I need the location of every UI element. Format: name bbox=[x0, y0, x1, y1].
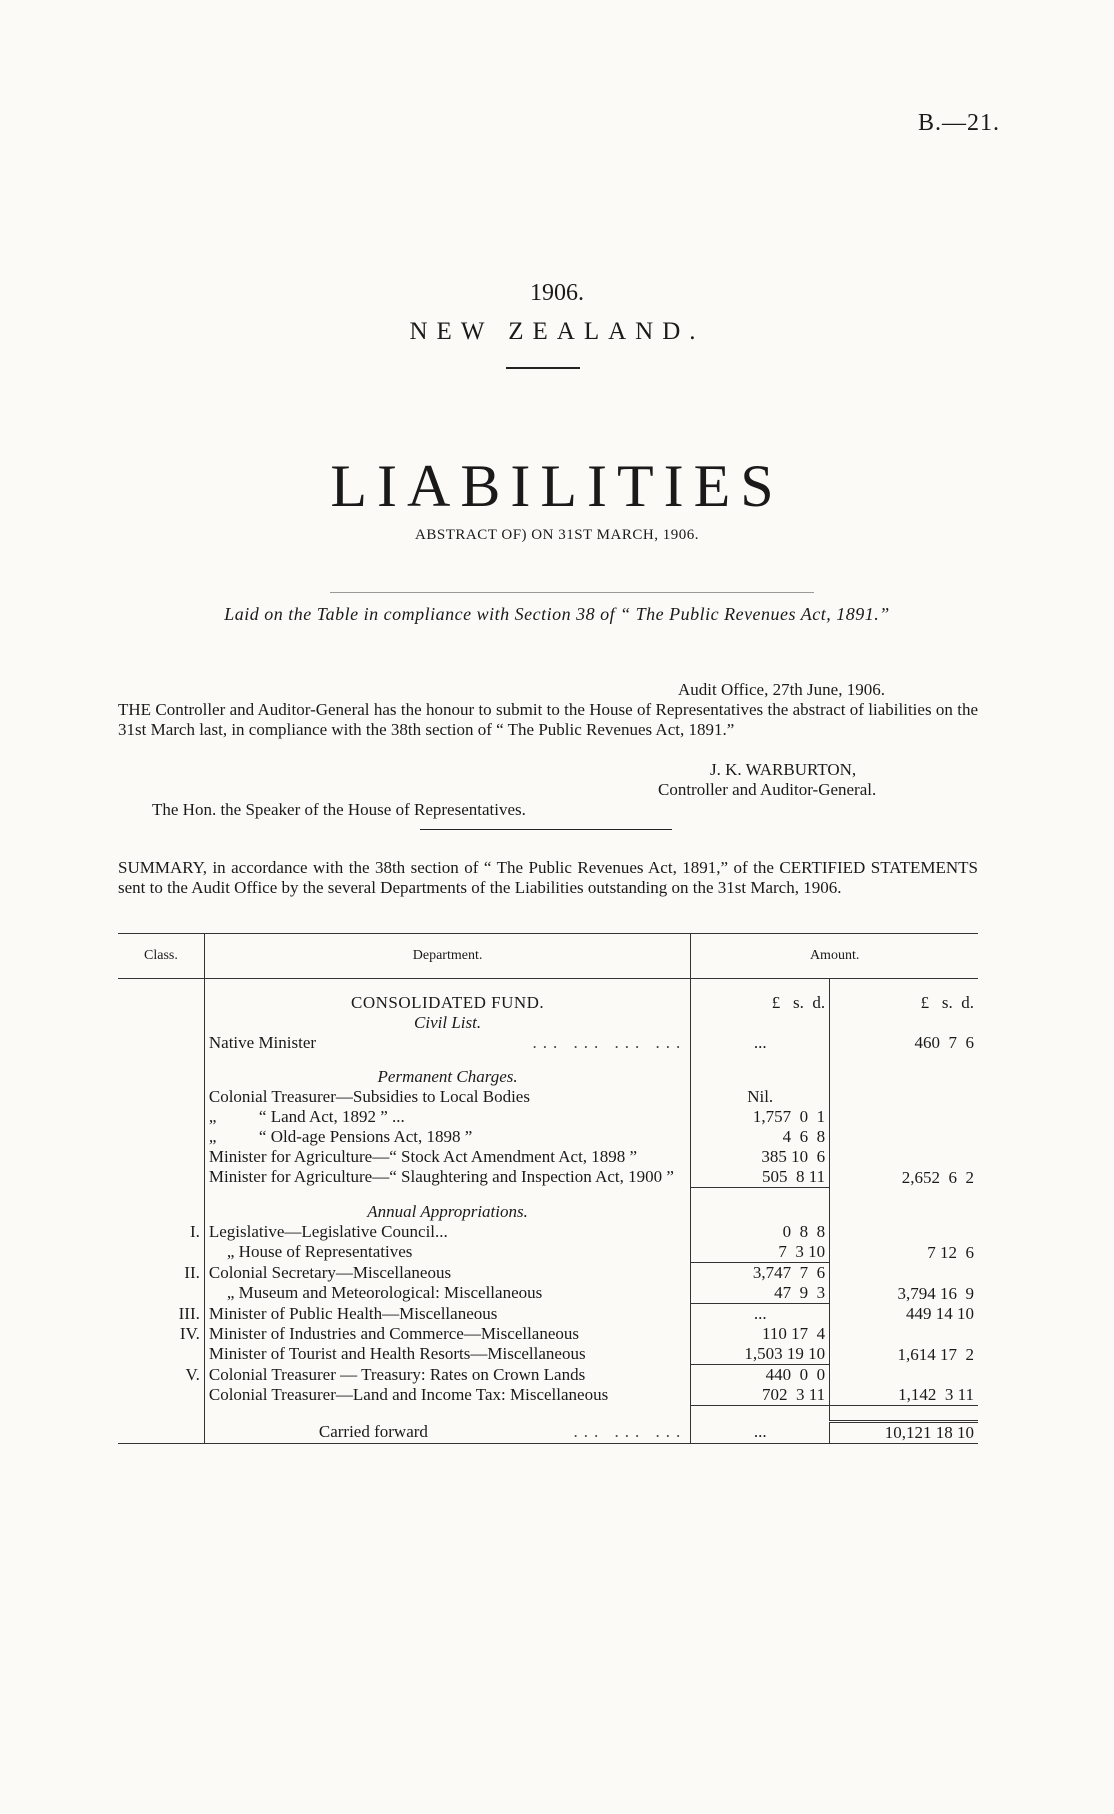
sub-amount: 47 9 3 bbox=[691, 1283, 830, 1304]
total-amount: 460 7 6 bbox=[914, 1033, 974, 1052]
letter-rule bbox=[420, 829, 672, 830]
class-number bbox=[118, 1344, 204, 1365]
table-row bbox=[118, 1385, 978, 1406]
table-row bbox=[118, 1365, 978, 1386]
department-name: „ “ Old-age Pensions Act, 1898 ” bbox=[204, 1127, 690, 1147]
department-name: Minister for Agriculture—“ Slaughtering and Inspection Act, 1900 ” bbox=[204, 1167, 690, 1188]
summary-paragraph: SUMMARY, in accordance with the 38th section of “ The Public Revenues Act, 1891,” of the CERTIFIED STATEMENTS sent to the Audit Office by the several Departments of the Liabilities outstanding on the 31st March, 1906. bbox=[118, 858, 978, 897]
class-number bbox=[118, 1283, 204, 1304]
department-name: Minister of Tourist and Health Resorts—Miscellaneous bbox=[204, 1344, 690, 1365]
department-name: Colonial Treasurer—Subsidies to Local Bodies bbox=[204, 1087, 690, 1107]
department-name: Minister of Industries and Commerce—Miscellaneous bbox=[204, 1324, 690, 1344]
col-amount-header: Amount. bbox=[691, 934, 978, 979]
carried-sub-amount: ... bbox=[691, 1422, 830, 1444]
carried-forward-label: Carried forward bbox=[318, 1421, 428, 1441]
letter-signatory: J. K. WARBURTON, bbox=[710, 760, 857, 779]
class-number: V. bbox=[118, 1365, 204, 1386]
sub-amount: 1,503 19 10 bbox=[691, 1344, 830, 1365]
sub-amount: 702 3 11 bbox=[691, 1385, 830, 1406]
document-year: 1906. bbox=[530, 280, 584, 306]
carried-total-amount: 10,121 18 10 bbox=[830, 1422, 978, 1444]
department-name: Native Minister bbox=[208, 1033, 317, 1052]
page-subtitle: ABSTRACT OF) ON 31ST MARCH, 1906. bbox=[415, 527, 699, 543]
sub-amount: ... bbox=[691, 1304, 830, 1325]
class-number bbox=[118, 1385, 204, 1406]
table-row bbox=[118, 1263, 978, 1284]
table-row bbox=[118, 1167, 978, 1188]
table-row bbox=[118, 1127, 978, 1147]
total-amount: 1,142 3 11 bbox=[830, 1385, 978, 1406]
letter-addressee: The Hon. the Speaker of the House of Representatives. bbox=[152, 800, 526, 819]
table-row bbox=[118, 1304, 978, 1325]
letter-signatory-title: Controller and Auditor-General. bbox=[658, 780, 877, 799]
total-amount: 1,614 17 2 bbox=[897, 1344, 974, 1364]
table-row bbox=[118, 1222, 978, 1242]
col-class-header: Class. bbox=[118, 934, 204, 979]
department-name: Colonial Secretary—Miscellaneous bbox=[204, 1263, 690, 1284]
department-name: Minister of Public Health—Miscellaneous bbox=[204, 1304, 690, 1325]
sub-amount: 385 10 6 bbox=[691, 1147, 830, 1167]
department-name: Legislative—Legislative Council... bbox=[204, 1222, 690, 1242]
currency-heading-1 bbox=[691, 993, 830, 1013]
department-name: Colonial Treasurer — Treasury: Rates on Crown Lands bbox=[204, 1365, 690, 1386]
letter-body: THE Controller and Auditor-General has the honour to submit to the House of Representatives the abstract of liabilities on the 31st March last, in compliance with the 38th section of “ The Public Revenues Act, 1891.” bbox=[118, 700, 978, 739]
table-row bbox=[118, 1147, 978, 1167]
class-number: III. bbox=[118, 1304, 204, 1325]
pound-symbol: £ bbox=[771, 993, 781, 1012]
department-name: „ “ Land Act, 1892 ” ... bbox=[204, 1107, 690, 1127]
page-reference: B.—21. bbox=[917, 110, 1000, 136]
pence-label: d. bbox=[961, 993, 974, 1012]
table-row bbox=[118, 1324, 978, 1344]
table-row bbox=[118, 1283, 978, 1304]
department-name: „ Museum and Meteorological: Miscellaneous bbox=[204, 1283, 690, 1304]
department-name: „ House of Representatives bbox=[204, 1242, 690, 1263]
sub-amount: ... bbox=[691, 1033, 830, 1053]
shilling-label: s. bbox=[941, 993, 953, 1012]
table-row bbox=[118, 1242, 978, 1263]
fund-heading: CONSOLIDATED FUND. bbox=[204, 993, 690, 1013]
sub-amount: 110 17 4 bbox=[691, 1324, 830, 1344]
pound-symbol: £ bbox=[920, 993, 930, 1012]
sub-amount: 3,747 7 6 bbox=[691, 1263, 830, 1284]
currency-heading-2 bbox=[830, 993, 978, 1013]
sub-amount: Nil. bbox=[691, 1087, 830, 1107]
class-number: IV. bbox=[118, 1324, 204, 1344]
civil-list-heading: Civil List. bbox=[204, 1013, 690, 1033]
table-row bbox=[118, 1107, 978, 1127]
laid-statement: Laid on the Table in compliance with Section 38 of “ The Public Revenues Act, 1891.” bbox=[224, 604, 890, 624]
subtitle-rule bbox=[330, 592, 814, 593]
sub-amount: 0 8 8 bbox=[691, 1222, 830, 1242]
letter-place-date: Audit Office, 27th June, 1906. bbox=[678, 680, 885, 699]
class-number bbox=[118, 1242, 204, 1263]
carried-forward-row: Carried forward ... ... ... ... 10,121 18 10 bbox=[118, 1422, 978, 1444]
sub-amount: 1,757 0 1 bbox=[691, 1107, 830, 1127]
total-amount: 3,794 16 9 bbox=[897, 1283, 974, 1303]
country-heading: NEW ZEALAND. bbox=[409, 318, 705, 345]
department-name: Colonial Treasurer—Land and Income Tax: Miscellaneous bbox=[204, 1385, 690, 1406]
annual-appropriations-heading: Annual Appropriations. bbox=[204, 1202, 690, 1222]
heading-rule bbox=[506, 367, 580, 369]
table-row: Native Minister ... ... ... ... ... 460 7 6 bbox=[118, 1033, 978, 1053]
table-row bbox=[118, 1087, 978, 1107]
class-number: I. bbox=[118, 1222, 204, 1242]
sub-amount: 505 8 11 bbox=[691, 1167, 830, 1188]
shilling-label: s. bbox=[793, 993, 804, 1012]
col-department-header: Department. bbox=[204, 934, 690, 979]
total-amount: 7 12 6 bbox=[927, 1242, 974, 1262]
permanent-charges-heading: Permanent Charges. bbox=[204, 1067, 690, 1087]
class-number: II. bbox=[118, 1263, 204, 1284]
liabilities-table bbox=[118, 933, 978, 1444]
total-amount: 2,652 6 2 bbox=[901, 1167, 974, 1187]
page-title: LIABILITIES bbox=[330, 453, 784, 519]
total-amount: 449 14 10 bbox=[906, 1303, 974, 1323]
sub-amount: 4 6 8 bbox=[691, 1127, 830, 1147]
sub-amount: 7 3 10 bbox=[691, 1242, 830, 1263]
department-name: Minister for Agriculture—“ Stock Act Amendment Act, 1898 ” bbox=[204, 1147, 690, 1167]
pence-label: d. bbox=[812, 993, 826, 1012]
covering-letter bbox=[118, 680, 978, 819]
sub-amount: 440 0 0 bbox=[691, 1365, 830, 1386]
table-row bbox=[118, 1344, 978, 1365]
